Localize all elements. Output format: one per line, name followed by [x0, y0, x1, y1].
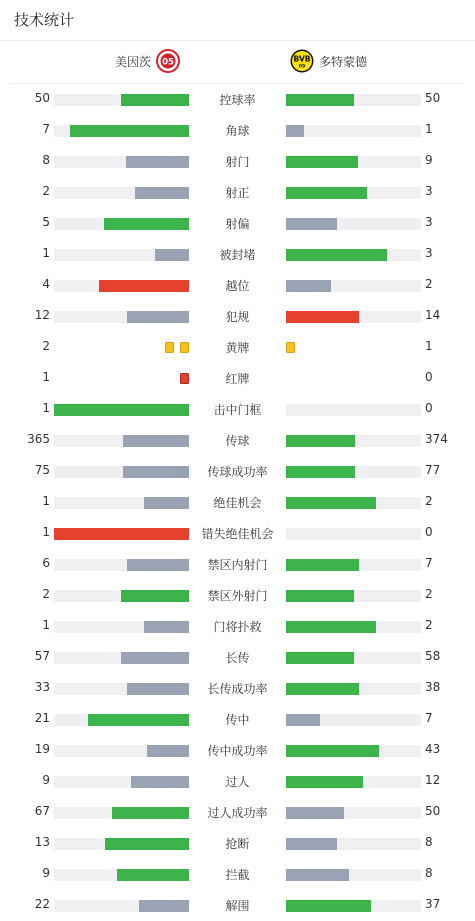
home-stat-bar-fill — [135, 187, 189, 199]
stat-row — [0, 766, 475, 797]
away-stat-value: 8 — [425, 866, 433, 880]
home-stat-bar-fill — [127, 311, 189, 323]
away-stat-value: 0 — [425, 370, 433, 384]
away-team-name: 多特蒙德 — [319, 54, 368, 69]
home-stat-bar-fill — [117, 869, 189, 881]
home-stat-bar — [54, 156, 189, 168]
away-stat-bar — [286, 528, 421, 540]
away-stat-value: 3 — [425, 246, 433, 260]
home-stat-bar — [54, 280, 189, 292]
away-stat-bar-fill — [286, 838, 337, 850]
away-stat-bar — [286, 590, 421, 602]
away-stat-bar-fill — [286, 280, 331, 292]
svg-text:BVB: BVB — [293, 54, 311, 64]
stat-row — [0, 425, 475, 456]
home-stat-bar-fill — [54, 528, 189, 540]
home-stat-value: 1 — [42, 246, 50, 260]
home-stat-value: 4 — [42, 277, 50, 291]
stat-label: 错失绝佳机会 — [201, 527, 274, 541]
stat-row — [0, 84, 475, 115]
away-stat-value: 2 — [425, 587, 433, 601]
away-stat-bar — [286, 621, 421, 633]
stat-label: 控球率 — [219, 93, 256, 107]
home-stat-bar — [54, 249, 189, 261]
yellow-card-icon — [165, 342, 174, 353]
home-stat-bar-fill — [121, 652, 189, 664]
stat-row — [0, 456, 475, 487]
away-stat-bar — [286, 280, 421, 292]
away-stat-value: 7 — [425, 556, 433, 570]
home-cards — [174, 373, 189, 385]
home-stat-bar-fill — [144, 497, 189, 509]
away-stat-value: 8 — [425, 835, 433, 849]
home-stat-bar-fill — [139, 900, 189, 912]
away-stat-bar-fill — [286, 869, 349, 881]
away-stat-bar — [286, 807, 421, 819]
away-stat-bar-fill — [286, 94, 354, 106]
home-stat-bar — [54, 311, 189, 323]
home-stat-bar-fill — [126, 156, 189, 168]
stat-row — [0, 580, 475, 611]
away-stat-value: 9 — [425, 153, 433, 167]
home-stat-bar — [54, 776, 189, 788]
away-stat-bar-fill — [286, 745, 379, 757]
home-stat-value: 1 — [42, 618, 50, 632]
stat-label: 传中成功率 — [207, 744, 268, 758]
home-stat-value: 2 — [42, 587, 50, 601]
home-stat-bar-fill — [127, 559, 189, 571]
home-stat-bar — [54, 94, 189, 106]
away-stat-bar-fill — [286, 497, 376, 509]
away-stat-bar-fill — [286, 156, 358, 168]
stat-label: 越位 — [225, 279, 250, 293]
away-cards — [286, 342, 298, 354]
away-stat-bar — [286, 435, 421, 447]
home-stat-value: 9 — [42, 866, 50, 880]
stat-label: 被封堵 — [219, 248, 256, 262]
home-stat-value: 67 — [34, 804, 50, 818]
red-card-icon — [180, 373, 189, 384]
away-stat-bar-fill — [286, 559, 359, 571]
home-stat-value: 5 — [42, 215, 50, 229]
stat-label: 禁区外射门 — [207, 589, 268, 603]
stat-row — [0, 301, 475, 332]
home-stat-bar — [54, 528, 189, 540]
stat-label: 绝佳机会 — [213, 496, 262, 510]
home-stat-bar-fill — [104, 218, 189, 230]
home-stat-value: 1 — [42, 525, 50, 539]
home-stat-bar — [54, 869, 189, 881]
home-cards — [159, 342, 189, 354]
home-stat-value: 22 — [34, 897, 50, 911]
stat-row — [0, 549, 475, 580]
away-stat-bar — [286, 311, 421, 323]
stat-label: 传中 — [225, 713, 250, 727]
stat-row — [0, 177, 475, 208]
home-stat-bar-fill — [147, 745, 189, 757]
stat-label: 红牌 — [225, 372, 250, 386]
away-stat-bar — [286, 466, 421, 478]
home-stat-bar-fill — [105, 838, 189, 850]
stat-label: 射门 — [225, 155, 250, 169]
home-stat-bar — [54, 497, 189, 509]
away-stat-bar — [286, 559, 421, 571]
stat-row — [0, 704, 475, 735]
home-team[interactable] — [115, 49, 180, 73]
yellow-card-icon — [286, 342, 295, 353]
stat-row — [0, 642, 475, 673]
home-stat-bar-fill — [121, 94, 189, 106]
home-stat-bar — [54, 435, 189, 447]
away-stat-value: 2 — [425, 277, 433, 291]
away-stat-value: 3 — [425, 184, 433, 198]
stat-row — [0, 208, 475, 239]
away-stat-value: 1 — [425, 339, 433, 353]
stat-label: 角球 — [225, 124, 250, 138]
svg-text:09: 09 — [298, 64, 306, 70]
stat-label: 抢断 — [225, 837, 250, 851]
away-stat-bar — [286, 249, 421, 261]
stat-row — [0, 797, 475, 828]
away-stat-bar — [286, 497, 421, 509]
stat-label: 传球成功率 — [207, 465, 268, 479]
stat-row — [0, 611, 475, 642]
stat-label: 犯规 — [225, 310, 250, 324]
svg-text:05: 05 — [162, 57, 174, 68]
home-stat-value: 365 — [27, 432, 50, 446]
away-stat-bar-fill — [286, 590, 354, 602]
away-stat-bar — [286, 218, 421, 230]
home-stat-bar — [54, 838, 189, 850]
mainz-crest-icon — [156, 49, 180, 73]
away-stat-bar — [286, 652, 421, 664]
home-stat-value: 57 — [34, 649, 50, 663]
home-stat-value: 8 — [42, 153, 50, 167]
stat-row — [0, 146, 475, 177]
stat-label: 过人成功率 — [207, 806, 268, 820]
away-stat-value: 1 — [425, 122, 433, 136]
away-stat-value: 2 — [425, 494, 433, 508]
away-stat-value: 374 — [425, 432, 448, 446]
stat-row — [0, 735, 475, 766]
away-stat-value: 37 — [425, 897, 441, 911]
away-stat-bar — [286, 94, 421, 106]
away-stat-bar — [286, 156, 421, 168]
away-stat-bar-fill — [286, 683, 359, 695]
section-title: 技术统计 — [14, 11, 75, 29]
away-stat-value: 2 — [425, 618, 433, 632]
stat-label: 拦截 — [225, 868, 250, 882]
away-stat-bar-fill — [286, 621, 376, 633]
stat-label: 门将扑救 — [213, 620, 262, 634]
stat-row — [0, 239, 475, 270]
stat-row — [0, 270, 475, 301]
away-stat-value: 77 — [425, 463, 441, 477]
stat-row — [0, 487, 475, 518]
stat-row — [0, 115, 475, 146]
stat-row — [0, 890, 475, 921]
home-stat-bar-fill — [155, 249, 189, 261]
away-stat-value: 7 — [425, 711, 433, 725]
stat-label: 传球 — [225, 434, 250, 448]
away-stat-bar-fill — [286, 187, 367, 199]
home-stat-value: 19 — [34, 742, 50, 756]
away-stat-value: 43 — [425, 742, 441, 756]
home-stat-value: 33 — [34, 680, 50, 694]
home-stat-bar-fill — [112, 807, 189, 819]
home-stat-bar-fill — [144, 621, 189, 633]
home-stat-value: 13 — [34, 835, 50, 849]
home-stat-value: 7 — [42, 122, 50, 136]
away-stat-value: 50 — [425, 91, 441, 105]
home-stat-bar — [54, 621, 189, 633]
home-stat-value: 21 — [34, 711, 50, 725]
home-stat-bar-fill — [99, 280, 189, 292]
stat-label: 长传成功率 — [207, 682, 268, 696]
away-stat-bar — [286, 900, 421, 912]
away-stat-bar-fill — [286, 776, 363, 788]
home-stat-bar — [54, 683, 189, 695]
section-header — [0, 0, 475, 41]
home-stat-bar-fill — [127, 683, 189, 695]
home-stat-value: 1 — [42, 370, 50, 384]
dortmund-crest-icon — [290, 49, 314, 73]
home-stat-bar — [54, 187, 189, 199]
home-stat-value: 6 — [42, 556, 50, 570]
stat-label: 击中门框 — [213, 403, 262, 417]
home-stat-bar — [54, 404, 189, 416]
home-stat-bar — [54, 745, 189, 757]
home-stat-bar-fill — [70, 125, 189, 137]
stat-label: 黄牌 — [225, 341, 250, 355]
home-stat-bar — [54, 218, 189, 230]
away-stat-bar — [286, 776, 421, 788]
home-stat-bar — [54, 900, 189, 912]
away-stat-bar — [286, 869, 421, 881]
home-stat-bar-fill — [123, 435, 189, 447]
away-stat-value: 12 — [425, 773, 441, 787]
stat-row — [0, 363, 475, 394]
home-stat-bar — [54, 559, 189, 571]
home-stat-bar — [54, 714, 189, 726]
home-stat-bar-fill — [131, 776, 189, 788]
away-stat-value: 38 — [425, 680, 441, 694]
away-team[interactable] — [290, 49, 367, 73]
home-stat-value: 12 — [34, 308, 50, 322]
away-stat-bar-fill — [286, 218, 337, 230]
away-stat-bar-fill — [286, 900, 371, 912]
yellow-card-icon — [180, 342, 189, 353]
away-stat-bar — [286, 404, 421, 416]
away-stat-value: 0 — [425, 525, 433, 539]
away-stat-value: 3 — [425, 215, 433, 229]
home-stat-value: 1 — [42, 494, 50, 508]
home-stat-bar — [54, 590, 189, 602]
away-stat-bar — [286, 838, 421, 850]
away-stat-bar-fill — [286, 652, 354, 664]
stat-row — [0, 673, 475, 704]
stat-label: 解围 — [225, 899, 250, 913]
stat-label: 射正 — [225, 186, 250, 200]
away-stat-bar-fill — [286, 311, 359, 323]
home-stat-value: 9 — [42, 773, 50, 787]
home-stat-bar — [54, 466, 189, 478]
stat-label: 过人 — [225, 775, 250, 789]
away-stat-bar-fill — [286, 714, 320, 726]
away-stat-bar-fill — [286, 466, 355, 478]
stat-row — [0, 828, 475, 859]
stat-row — [0, 518, 475, 549]
home-stat-bar — [54, 807, 189, 819]
away-stat-bar — [286, 125, 421, 137]
home-stat-value: 75 — [34, 463, 50, 477]
home-stat-bar-fill — [54, 404, 189, 416]
stat-row — [0, 394, 475, 425]
home-stat-bar — [54, 652, 189, 664]
away-stat-bar-fill — [286, 125, 304, 137]
home-stat-value: 2 — [42, 339, 50, 353]
home-stat-bar-fill — [88, 714, 189, 726]
stat-row — [0, 859, 475, 890]
stat-label: 长传 — [225, 651, 250, 665]
away-stat-value: 58 — [425, 649, 441, 663]
teams-header — [10, 41, 465, 84]
away-stat-value: 50 — [425, 804, 441, 818]
away-stat-bar-fill — [286, 435, 355, 447]
away-stat-bar-fill — [286, 249, 387, 261]
away-stat-value: 14 — [425, 308, 441, 322]
away-stat-bar — [286, 683, 421, 695]
home-stat-bar — [54, 125, 189, 137]
away-stat-bar-fill — [286, 807, 344, 819]
stat-label: 禁区内射门 — [207, 558, 268, 572]
home-stat-value: 1 — [42, 401, 50, 415]
home-stat-value: 50 — [34, 91, 50, 105]
home-stat-value: 2 — [42, 184, 50, 198]
home-team-name: 美因茨 — [114, 54, 151, 69]
away-stat-value: 0 — [425, 401, 433, 415]
home-stat-bar-fill — [123, 466, 189, 478]
away-stat-bar — [286, 745, 421, 757]
stat-label: 射偏 — [225, 217, 250, 231]
away-stat-bar — [286, 187, 421, 199]
stat-row — [0, 332, 475, 363]
home-stat-bar-fill — [121, 590, 189, 602]
away-stat-bar — [286, 714, 421, 726]
